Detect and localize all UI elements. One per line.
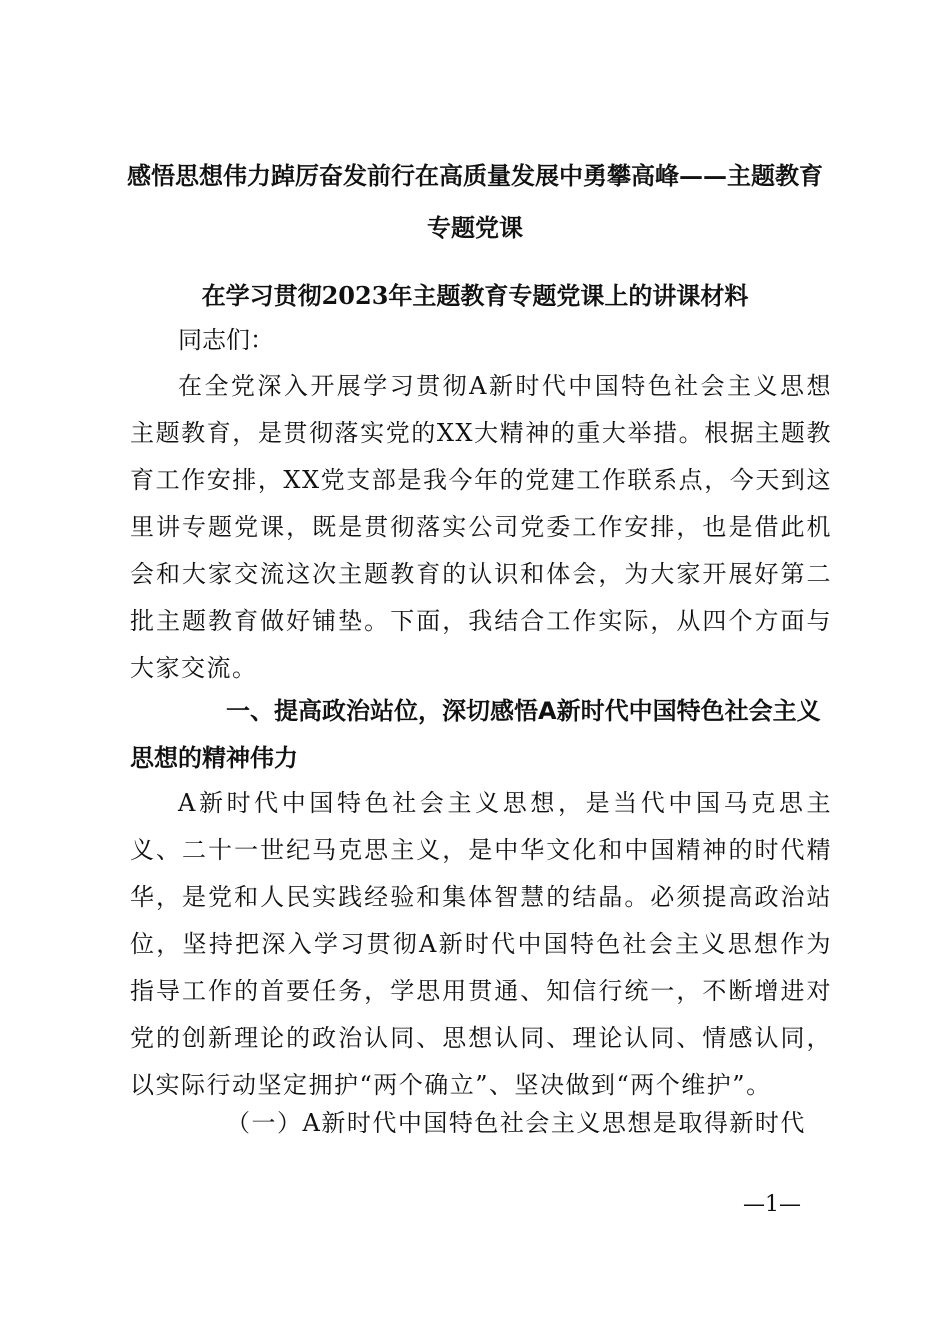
section-1-heading: 一、提高政治站位，深切感悟A新时代中国特色社会主义思想的精神伟力 (130, 697, 821, 772)
intro-paragraph: 在全党深入开展学习贯彻A新时代中国特色社会主义思想主题教育，是贯彻落实党的XX大精神的重大举措。根据主题教育工作安排，XX党支部是我今年的党建工作联系点，今天到这里讲专题党课，既是贯彻落实公司党委工作安排，也是借此机会和大家交流这次主题教育的认识和体会，为大家开展好第二批主题教育做好铺垫。下面，我结合工作实际，从四个方面与大家交流。 (130, 372, 832, 682)
greeting: 同志们： (178, 326, 274, 354)
subsection-1-heading: （一）A新时代中国特色社会主义思想是取得新时代 (226, 1109, 806, 1137)
page-number: —1— (743, 1192, 801, 1217)
document-title: 感悟思想伟力踔厉奋发前行在高质量发展中勇攀高峰——主题教育专题党课 (127, 161, 823, 242)
document-subtitle: 在学习贯彻2023年主题教育专题党课上的讲课材料 (201, 281, 749, 310)
section-1-paragraph: A新时代中国特色社会主义思想，是当代中国马克思主义、二十一世纪马克思主义，是中华文化和中国精神的时代精华，是党和人民实践经验和集体智慧的结晶。必须提高政治站位，坚持把深入学习贯彻A新时代中国特色社会主义思想作为指导工作的首要任务，学思用贯通、知信行统一，不断增进对党的创新理论的政治认同、思想认同、理论认同、情感认同，以实际行动坚定拥护“两个确立”、坚决做到“两个维护”。 (130, 789, 832, 1099)
